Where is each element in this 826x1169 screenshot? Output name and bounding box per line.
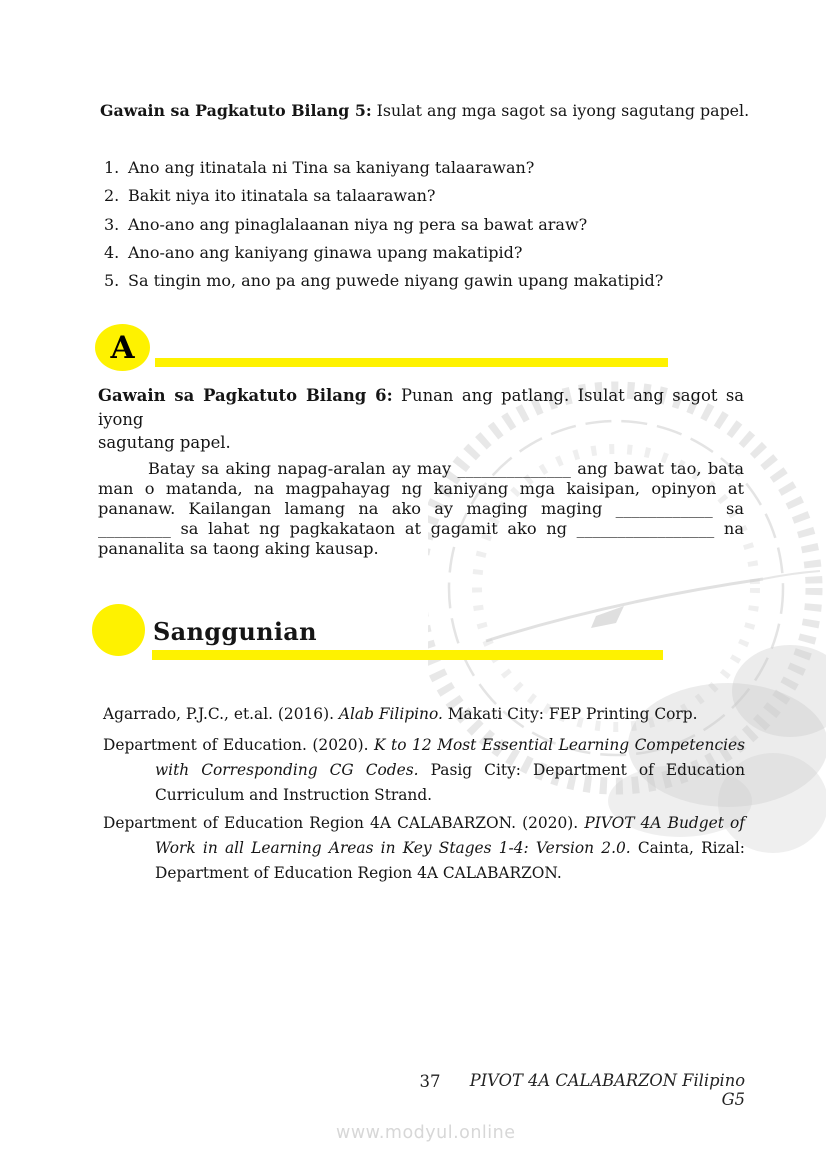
reference-text: Makati City: FEP Printing Corp. xyxy=(442,705,698,723)
activity6-title-line1 xyxy=(98,384,744,431)
reference-entry-1 xyxy=(103,702,745,727)
question-text: Sa tingin mo, ano pa ang puwede niyang gawin upang makatipid? xyxy=(128,271,664,291)
reference-title-italic: Alab Filipino. xyxy=(338,705,443,723)
sanggunian-bullet-circle xyxy=(92,604,145,656)
reference-entry-2 xyxy=(103,733,745,808)
question-item-1 xyxy=(104,158,749,186)
activity5-instruction: Isulat ang mga sagot sa iyong sagutang papel. xyxy=(371,101,750,120)
activity6-instruction-part1: Punan ang patlang. Isulat ang sagot sa iyong xyxy=(98,386,745,429)
activity6-title xyxy=(98,384,744,455)
paragraph-line-2: man o matanda, na magpahayag ng kaniyang mga kaisipan, opinyon at xyxy=(98,478,744,498)
reference-text: Department of Education Region 4A CALABARZON. (2020). xyxy=(103,814,585,832)
reference-text: Pasig City: Department of Education xyxy=(418,761,745,779)
question-text: Ano ang itinatala ni Tina sa kaniyang talaarawan? xyxy=(128,158,535,177)
question-item-5 xyxy=(104,271,749,299)
reference-list xyxy=(103,702,745,886)
question-text: Ano-ano ang kaniyang ginawa upang makatipid? xyxy=(128,242,523,262)
fill-blank-paragraph xyxy=(98,459,744,559)
reference-line xyxy=(103,758,745,783)
reference-title-italic: with Corresponding CG Codes. xyxy=(155,761,419,779)
question-item-3 xyxy=(104,215,749,243)
reference-line xyxy=(103,811,745,836)
question-number: 3. xyxy=(104,214,120,234)
activity5-title xyxy=(100,101,800,120)
page-number: 37 xyxy=(419,1072,441,1091)
reference-text: Agarrado, P.J.C., et.al. (2016). xyxy=(103,705,339,723)
sanggunian-heading: Sanggunian xyxy=(153,617,317,646)
activity5-label: Gawain sa Pagkatuto Bilang 5: xyxy=(100,101,372,120)
reference-line xyxy=(103,836,745,861)
question-item-4 xyxy=(104,243,749,271)
question-list xyxy=(104,158,749,299)
activity6-label: Gawain sa Pagkatuto Bilang 6: xyxy=(98,386,393,405)
reference-entry-3 xyxy=(103,811,745,886)
reference-text: Department of Education Region 4A CALABARZON. xyxy=(155,864,562,882)
site-watermark: www.modyul.online xyxy=(336,1123,516,1143)
paragraph-line-4: _________ sa lahat ng pagkakataon at gagamit ako ng _________________ na xyxy=(98,518,744,538)
section-a-badge: A xyxy=(95,324,150,371)
question-number: 1. xyxy=(104,158,120,177)
question-number: 2. xyxy=(104,186,120,206)
paragraph-line-1: Batay sa aking napag-aralan ay may ______________ ang bawat tao, bata xyxy=(148,459,744,478)
question-item-2 xyxy=(104,186,749,214)
question-text: Bakit niya ito itinatala sa talaarawan? xyxy=(128,186,436,206)
reference-text: Department of Education. (2020). xyxy=(103,736,375,754)
reference-title-italic: PIVOT 4A Budget of xyxy=(584,814,745,832)
reference-title-italic: K to 12 Most Essential Learning Competencies xyxy=(374,736,746,754)
paragraph-line-5: pananalita sa taong aking kausap. xyxy=(98,538,379,558)
reference-text: Cainta, Rizal: xyxy=(630,839,745,857)
section-a-rule xyxy=(155,358,668,367)
reference-line xyxy=(103,783,745,808)
question-number: 4. xyxy=(104,242,120,262)
activity6-instruction-part2: sagutang papel. xyxy=(98,433,231,452)
reference-text: Curriculum and Instruction Strand. xyxy=(155,786,433,804)
paragraph-line-3: pananaw. Kailangan lamang na ako ay maging maging ____________ sa xyxy=(98,498,744,518)
reference-title-italic: Work in all Learning Areas in Key Stages 1-4: Version 2.0. xyxy=(155,839,631,857)
sanggunian-rule xyxy=(152,650,663,660)
reference-line xyxy=(103,861,745,886)
reference-line xyxy=(103,733,745,758)
question-text: Ano-ano ang pinaglalaanan niya ng pera sa bawat araw? xyxy=(128,214,588,234)
footer-brand: PIVOT 4A CALABARZON Filipino G5 xyxy=(469,1071,745,1109)
question-number: 5. xyxy=(104,271,120,291)
